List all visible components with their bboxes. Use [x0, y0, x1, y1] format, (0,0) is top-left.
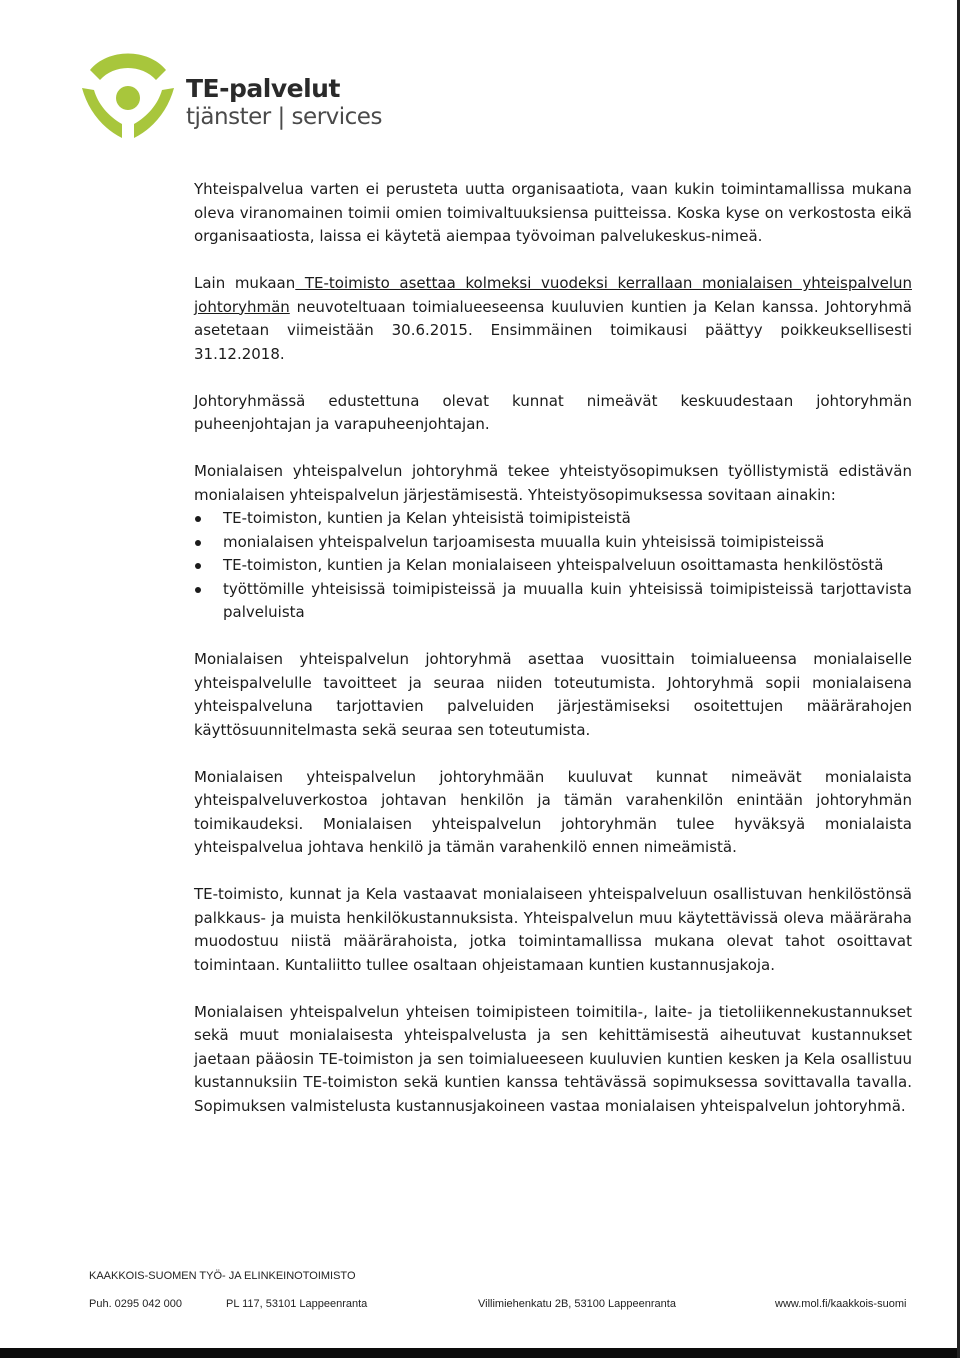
paragraph-2-rest: neuvoteltuaan toimialueeseensa kuuluvien kuntien ja Kelan kanssa. Johtoryhmä asetetaan viimeistään 30.6.2015. Ensimmäinen toimikausi päättyy poikkeuksellisesti 31.12.2018. — [194, 297, 912, 363]
footer-website: www.mol.fi/kaakkois-suomi — [775, 1298, 907, 1310]
paragraph-3: Johtoryhmässä edustettuna olevat kunnat nimeävät keskuudestaan johtoryhmän puheenjohtajan ja varapuheenjohtajan. — [194, 391, 912, 433]
footer-street-address: Villimiehenkatu 2B, 53100 Lappeenranta — [478, 1298, 676, 1310]
paragraph-2-underlined: TE-toimisto asettaa kolmeksi vuodeksi kerrallaan monialaisen yhteispalvelun johtoryhmän — [194, 274, 912, 316]
brand-subtitle: tjänster | services — [186, 104, 382, 130]
list-item: työttömille yhteisissä toimipisteissä ja muualla kuin yhteisissä toimipisteissä tarjottavista palveluista — [194, 578, 912, 625]
footer-phone: Puh. 0295 042 000 — [89, 1298, 182, 1310]
brand-title: TE-palvelut — [186, 74, 340, 103]
paragraph-5: Monialaisen yhteispalvelun johtoryhmä asettaa vuosittain toimialueensa monialaiselle yhteispalvelulle tavoitteet ja seuraa niiden toteutumista. Johtoryhmä sopii monialaisena yhteispalveluna tarjottavien palveluiden järjestämiseksi osoitettujen määrärahojen käyttösuunnitelmasta sekä seuraa sen toteutumista. — [194, 650, 912, 739]
paragraph-2-lead: Lain mukaan — [194, 274, 296, 292]
footer-pobox: PL 117, 53101 Lappeenranta — [226, 1298, 368, 1310]
te-logo-icon — [78, 44, 178, 142]
paragraph-4: Monialaisen yhteispalvelun johtoryhmä tekee yhteistyösopimuksen työllistymistä edistävän monialaisen yhteispalvelun järjestämisestä. Yhteistyösopimuksessa sovitaan ainakin: — [194, 462, 912, 504]
list-item: TE-toimiston, kuntien ja Kelan yhteisistä toimipisteistä — [194, 507, 912, 531]
paragraph-7: TE-toimisto, kunnat ja Kela vastaavat monialaiseen yhteispalveluun osallistuvan henkilöstönsä palkkaus- ja muista henkilökustannuksista. Yhteispalvelun muu käytettävissä oleva määräraha muodostuu niistä määrärahoista, jotka toimintamallissa mukana olevat tahot osoittavat toimintaan. Kuntaliitto tullee osaltaan ohjeistamaan kuntien kustannusjakoja. — [194, 885, 912, 974]
agreement-list — [194, 507, 912, 625]
paragraph-6: Monialaisen yhteispalvelun johtoryhmään kuuluvat kunnat nimeävät monialaista yhteispalveluverkostoa johtavan henkilön ja tämän varahenkilön enintään johtoryhmän toimikaudeksi. Monialaisen yhteispalvelun johtoryhmän tulee hyväksyä monialaista yhteispalvelua johtava henkilö ja tämän varahenkilö ennen nimeämistä. — [194, 767, 912, 856]
list-item: monialaisen yhteispalvelun tarjoamisesta muualla kuin yhteisissä toimipisteissä — [194, 531, 912, 555]
list-item: TE-toimiston, kuntien ja Kelan monialaiseen yhteispalveluun osoittamasta henkilöstöstä — [194, 554, 912, 578]
scan-edge-bottom — [0, 1348, 960, 1358]
paragraph-2 — [194, 272, 912, 366]
footer-organization: KAAKKOIS-SUOMEN TYÖ- JA ELINKEINOTOIMISTO — [89, 1270, 356, 1282]
document-body — [194, 178, 912, 1142]
paragraph-1: Yhteispalvelua varten ei perusteta uutta organisaatiota, vaan kukin toimintamallissa mukana oleva viranomainen toimii omien toimivaltuuksiensa puitteissa. Koska kyse on verkostosta eikä organisaatiosta, laissa ei käytetä aiempaa työvoiman palvelukeskus-nimeä. — [194, 180, 912, 245]
te-logo — [78, 44, 178, 142]
paragraph-8: Monialaisen yhteispalvelun yhteisen toimipisteen toimitila-, laite- ja tietoliikennekustannukset sekä muut monialaisesta yhteispalvelusta ja sen kehittämisestä aiheutuvat kustannukset jaetaan pääosin TE-toimiston ja sen toimialueeseen kuuluvien kuntien kesken ja Kela osallistuu kustannuksiin TE-toimiston sekä kuntien kanssa tehtävässä sopimuksessa sovittavalla tavalla. Sopimuksen valmistelusta kustannusjakoineen vastaa monialaisen yhteispalvelun johtoryhmä. — [194, 1002, 912, 1115]
